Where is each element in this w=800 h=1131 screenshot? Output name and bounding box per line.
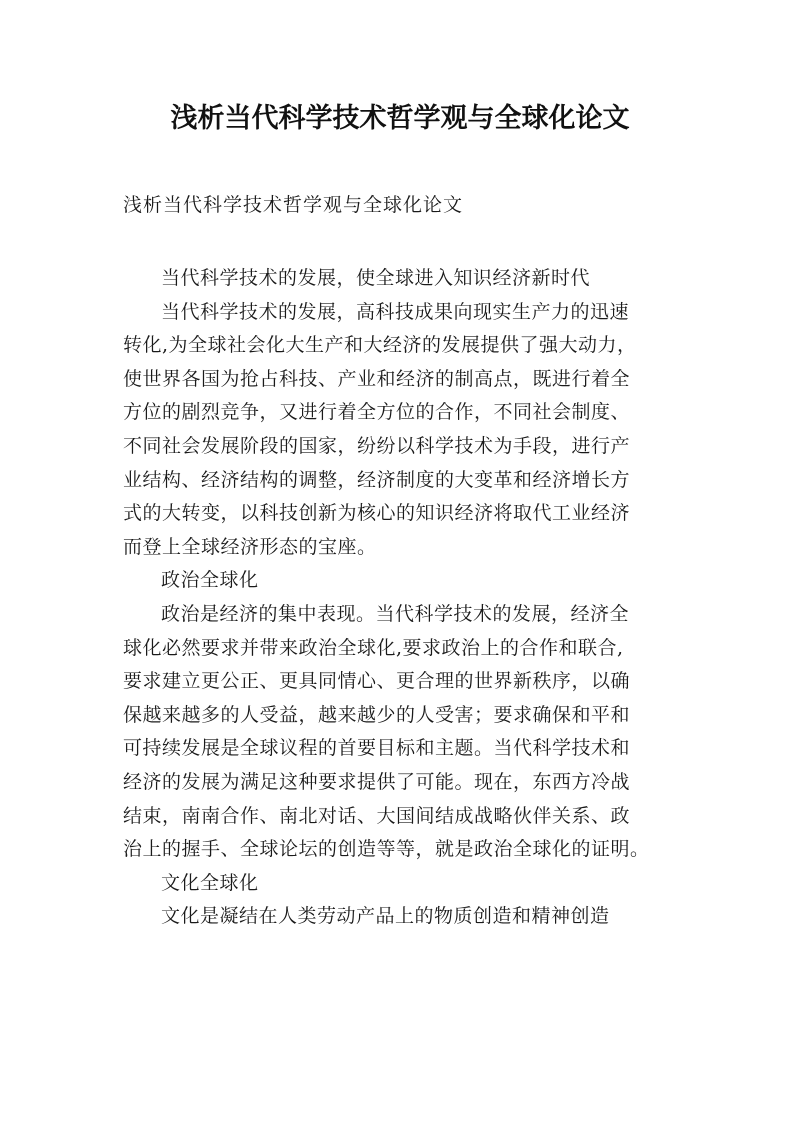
- body-line: 转化,为全球社会化大生产和大经济的发展提供了强大动力，: [123, 334, 637, 357]
- body-line: 方位的剧烈竞争，又进行着全方位的合作，不同社会制度、: [123, 401, 631, 424]
- body-line: 可持续发展是全球议程的首要目标和主题。当代科学技术和: [123, 737, 631, 760]
- body-line: 治上的握手、全球论坛的创造等等，就是政治全球化的证明。: [123, 838, 650, 861]
- body-line: 当代科学技术的发展，高科技成果向现实生产力的迅速: [161, 300, 630, 323]
- document-subtitle: 浅析当代科学技术哲学观与全球化论文: [123, 194, 464, 216]
- body-line: 式的大转变，以科技创新为核心的知识经济将取代工业经济: [123, 502, 631, 525]
- body-line: 要求建立更公正、更具同情心、更合理的世界新秩序，以确: [123, 670, 631, 693]
- body-line: 而登上全球经济形态的宝座。: [123, 535, 377, 558]
- body-line: 使世界各国为抢占科技、产业和经济的制高点，既进行着全: [123, 367, 631, 390]
- body-line: 经济的发展为满足这种要求提供了可能。现在，东西方冷战: [123, 770, 631, 793]
- document-title: 浅析当代科学技术哲学观与全球化论文: [170, 103, 630, 134]
- body-line: 业结构、经济结构的调整，经济制度的大变革和经济增长方: [123, 468, 631, 491]
- body-line: 保越来越多的人受益，越来越少的人受害；要求确保和平和: [123, 703, 631, 726]
- body-line: 政治全球化: [161, 569, 259, 592]
- body-line: 文化全球化: [161, 871, 259, 894]
- body-line: 当代科学技术的发展，使全球进入知识经济新时代: [161, 267, 591, 289]
- body-line: 结束，南南合作、南北对话、大国间结成战略伙伴关系、政: [123, 804, 631, 827]
- document-body: [123, 262, 685, 934]
- body-line: 政治是经济的集中表现。当代科学技术的发展，经济全: [161, 602, 630, 625]
- body-line: 不同社会发展阶段的国家，纷纷以科学技术为手段，进行产: [123, 434, 631, 457]
- body-line: 文化是凝结在人类劳动产品上的物质创造和精神创造: [161, 905, 610, 928]
- body-line: 球化必然要求并带来政治全球化,要求政治上的合作和联合,: [123, 636, 624, 659]
